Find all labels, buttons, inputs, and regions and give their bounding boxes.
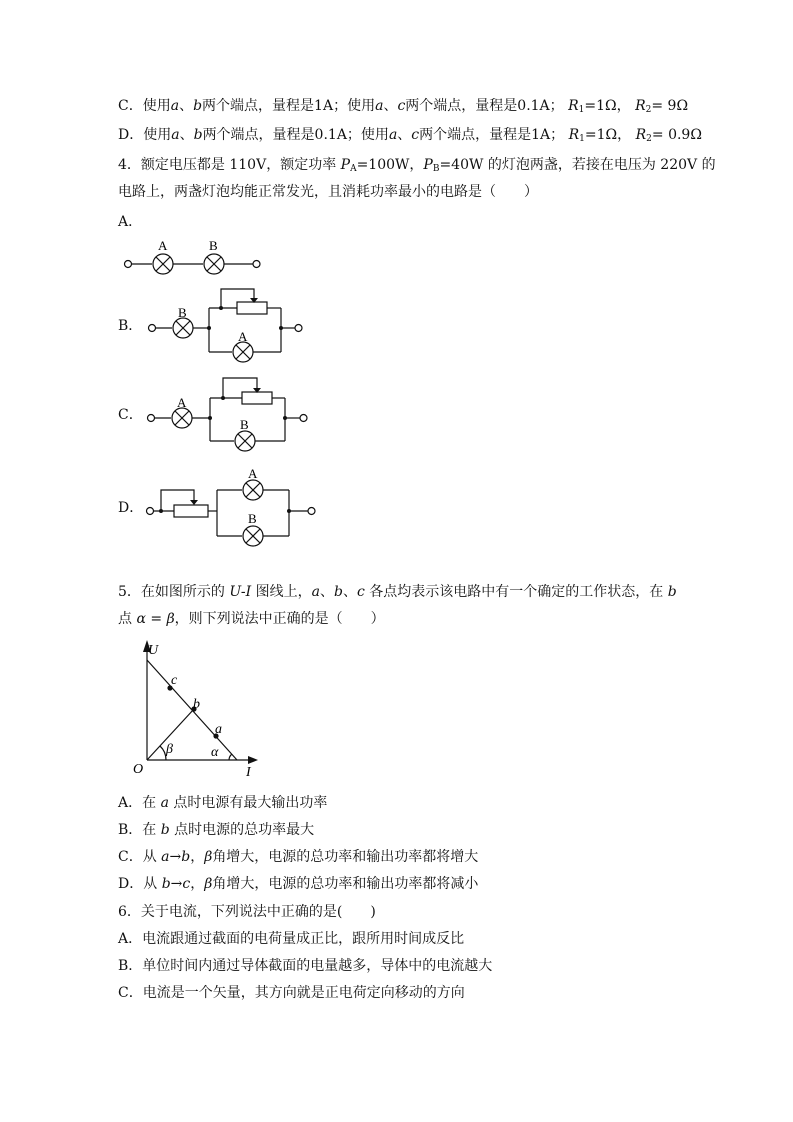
q5-answer-c: C．从 a→b，β角增大，电源的总功率和输出功率都将增大 <box>118 849 479 865</box>
q6-answer-b: B．单位时间内通过导体截面的电量越多，导体中的电流越大 <box>118 958 493 974</box>
q4-option-b-label: B． <box>118 318 143 334</box>
graph-beta-label: β <box>166 742 173 757</box>
option-c-text: C．使用a、b两个端点，量程是1A；使用a、c两个端点，量程是0.1A； $R_1=1\Omega$， $R_2= 9\Omega$ <box>118 98 689 115</box>
graph-c-label: c <box>171 673 178 688</box>
circuit-a-lamp-b-label: B <box>209 238 218 253</box>
q4-option-d-label: D． <box>118 500 144 516</box>
q5-answer-b: B．在 b 点时电源的总功率最大 <box>118 822 315 838</box>
circuit-d-lamp-a-label: A <box>248 466 258 481</box>
question-4-line-2: 电路上，两盏灯泡均能正常发光，且消耗功率最小的电路是（ ） <box>118 184 538 200</box>
question-6: 6．关于电流，下列说法中正确的是( ) <box>118 904 376 920</box>
question-5-line-1: 5．在如图所示的 U-I 图线上，a、b、c 各点均表示该电路中有一个确定的工作状态，在 b <box>118 584 677 600</box>
q6-answer-c: C．电流是一个矢量，其方向就是正电荷定向移动的方向 <box>118 985 465 1001</box>
circuit-b-lamp-b-label: B <box>178 305 187 320</box>
option-d-text: D．使用a、b两个端点，量程是0.1A；使用a、c两个端点，量程是1A； $R_1=1\Omega$， $R_2= 0.9\Omega$ <box>118 127 702 144</box>
circuit-a-lamp-a-label: A <box>158 238 168 253</box>
graph-o-label: O <box>133 762 144 777</box>
q6-answer-a: A．电流跟通过截面的电荷量成正比，跟所用时间成反比 <box>118 931 465 947</box>
q5-answer-a: A．在 a 点时电源有最大输出功率 <box>118 795 328 811</box>
graph-a-label: a <box>215 722 222 737</box>
circuit-b-lamp-a-label: A <box>238 329 248 344</box>
question-4-line-1: 4．额定电压都是 110V，额定功率 $P_A=100W$，$P_B=40W$ 的灯泡两盏，若接在电压为 220V 的 <box>118 157 716 174</box>
circuit-d-lamp-b-label: B <box>248 511 257 526</box>
circuit-c-lamp-a-label: A <box>177 395 187 410</box>
q4-option-a-label: A． <box>118 214 143 230</box>
graph-b-label: b <box>193 697 200 712</box>
q4-option-c-label: C． <box>118 407 143 423</box>
graph-i-label: I <box>246 765 251 780</box>
graph-alpha-label: α <box>211 745 219 760</box>
graph-u-label: U <box>148 643 159 658</box>
q5-answer-d: D．从 b→c，β角增大，电源的总功率和输出功率都将减小 <box>118 876 479 892</box>
circuit-c-lamp-b-label: B <box>240 417 249 432</box>
question-5-line-2: 点 α = β，则下列说法中正确的是（ ） <box>118 611 385 627</box>
